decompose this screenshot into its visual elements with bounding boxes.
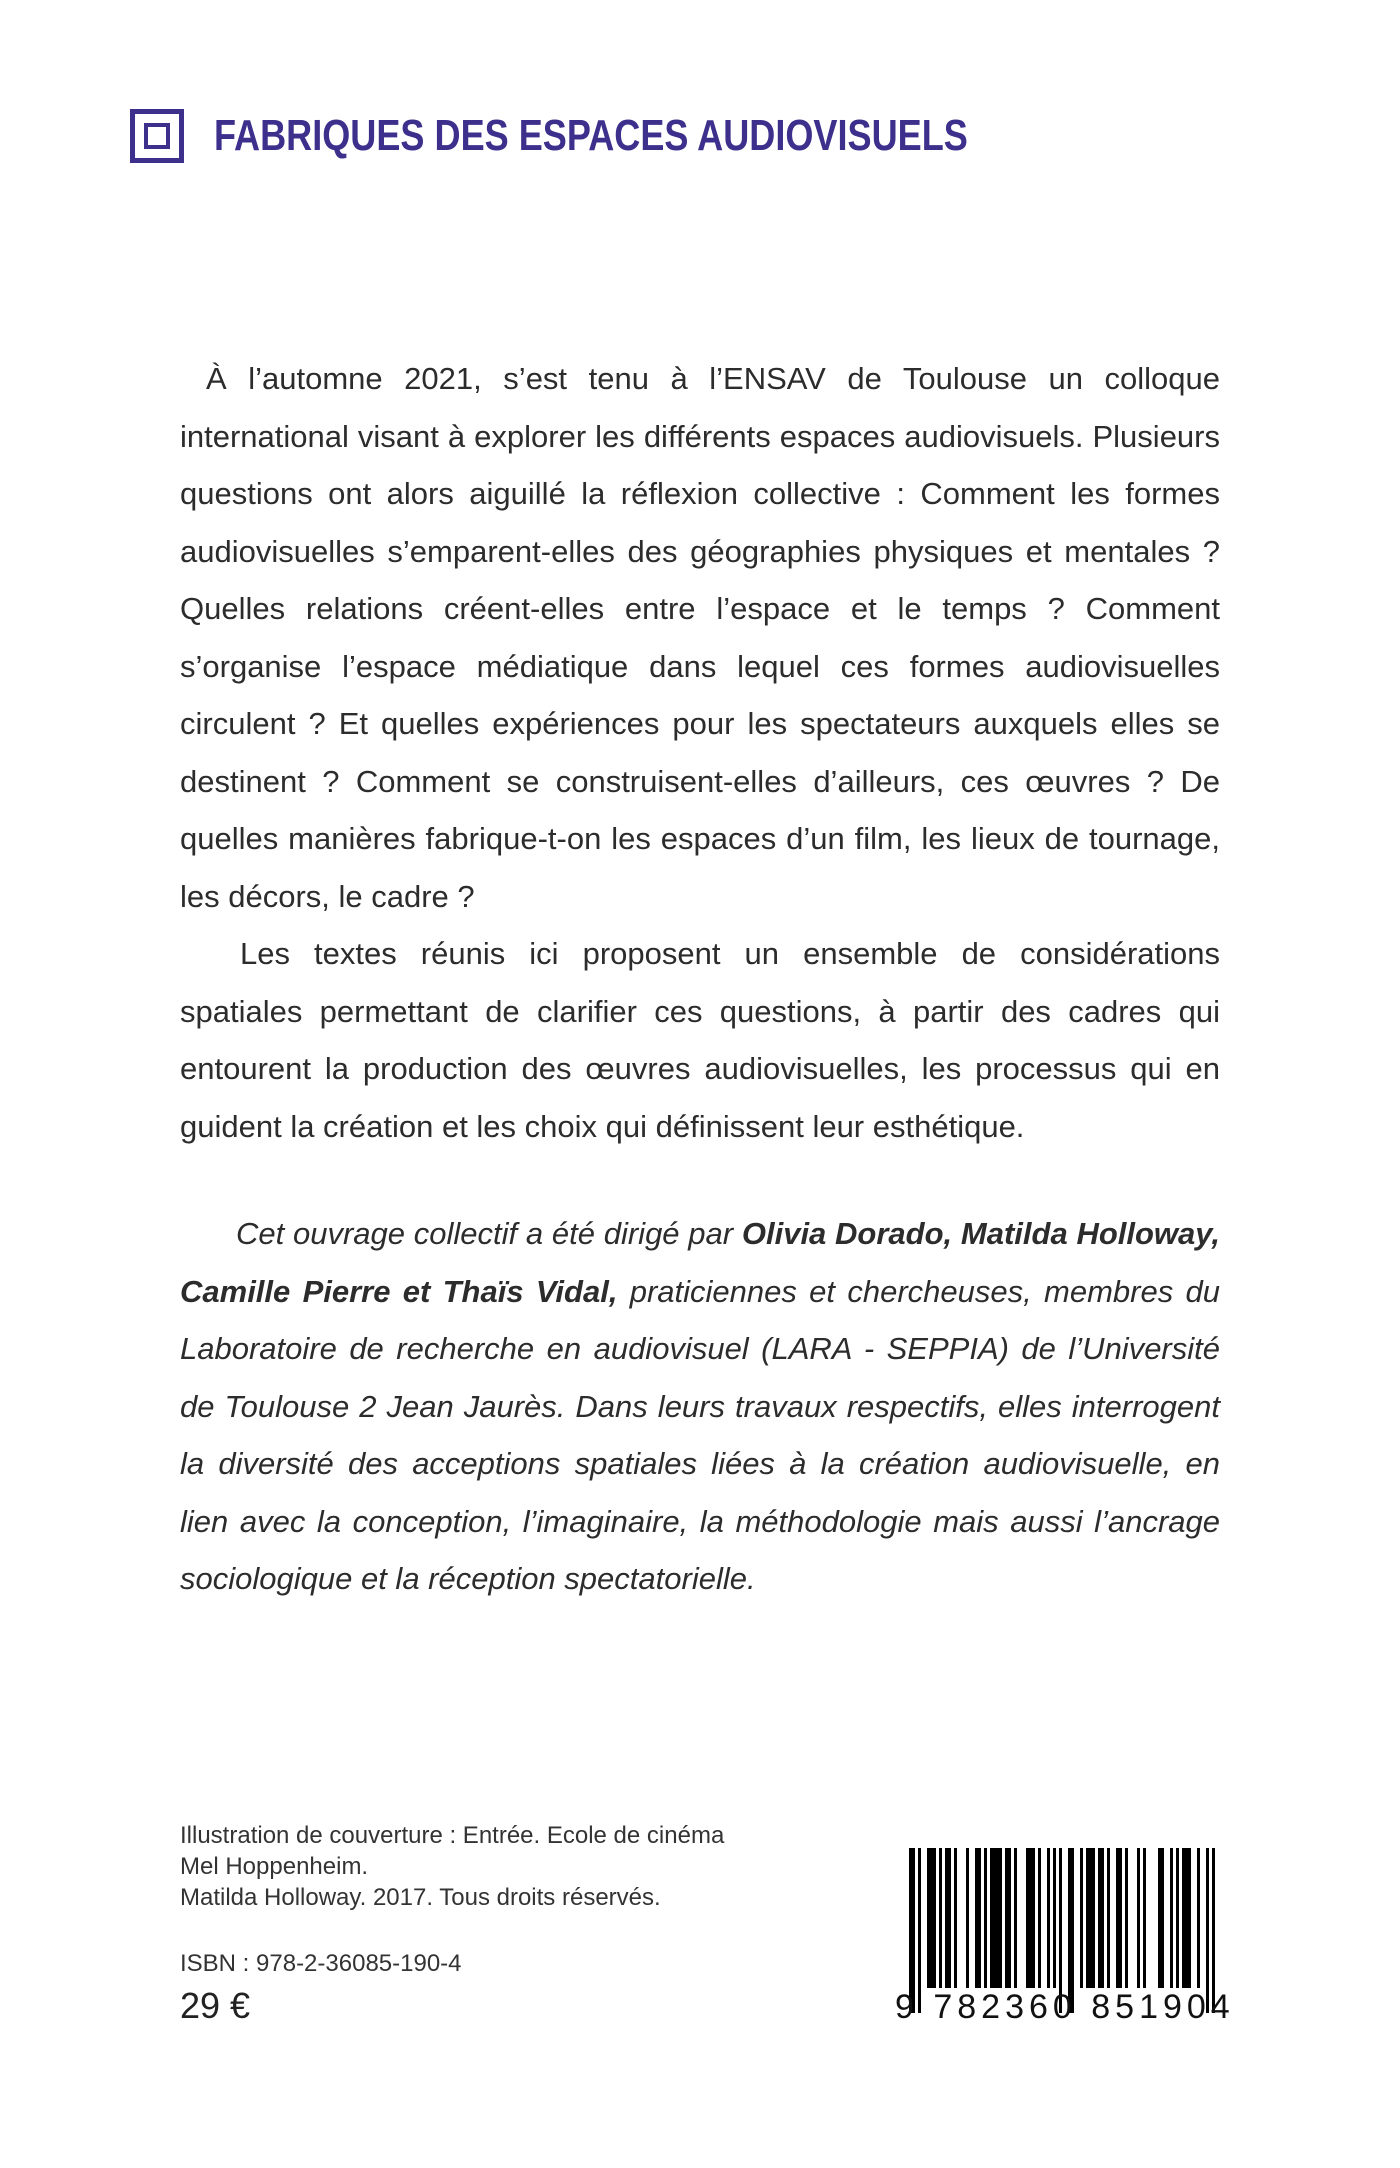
summary-paragraph-2: Les textes réunis ici proposent un ensemble de considérations spatiales permettant de clarifier ces questions, à partir des cadres qui entourent la production des œuvres audiovisuelles, les processus qui en guident la création et les choix qui définissent leur esthétique. (180, 936, 1220, 1144)
authors-note (180, 1205, 1220, 1608)
cover-credits (180, 1820, 880, 1913)
authors-names: Olivia Dorado, Matilda Holloway, Camille Pierre et Thaïs Vidal, (180, 1216, 1220, 1309)
authors-intro: Cet ouvrage collectif a été dirigé par (236, 1216, 742, 1251)
authors-description: praticiennes et chercheuses, membres du Laboratoire de recherche en audiovisuel (LARA - SEPPIA) de l’Université de Toulouse 2 Jean Jaurès. Dans leurs travaux respectifs, elles interrogent la diversité des acceptions spatiales liées à la création audiovisuelle, en lien avec la conception, l’imaginaire, la méthodologie mais aussi l’ancrage sociologique et la réception spectatorielle. (180, 1273, 1220, 1596)
series-title: FABRIQUES DES ESPACES AUDIOVISUELS (214, 111, 968, 160)
nested-square-logo-icon (130, 109, 184, 163)
summary-text (180, 350, 1220, 1155)
isbn-text: ISBN : 978-2-36085-190-4 (180, 1950, 462, 1977)
series-header (130, 105, 1133, 167)
credit-line-3: Matilda Holloway. 2017. Tous droits réservés. (180, 1884, 661, 1911)
credit-line-1: Illustration de couverture : Entrée. Ecole de cinéma (180, 1822, 725, 1849)
price-text: 29 € (180, 1985, 251, 2026)
barcode-digits: 9 782360 851904 (895, 1988, 1235, 2026)
credit-line-2: Mel Hoppenheim. (180, 1853, 369, 1880)
summary-paragraph-1: À l’automne 2021, s’est tenu à l’ENSAV de Toulouse un colloque international visant à explorer les différents espaces audiovisuels. Plusieurs questions ont alors aiguillé la réflexion collective : Comment les formes audiovisuelles s’emparent-elles des géographies physiques et mentales ? Quelles relations créent-elles entre l’espace et le temps ? Comment s’organise l’espace médiatique dans lequel ces formes audiovisuelles circulent ? Et quelles expériences pour les spectateurs auxquels elles se destinent ? Comment se construisent-elles d’ailleurs, ces œuvres ? De quelles manières fabrique-t-on les espaces d’un film, les lieux de tournage, les décors, le cadre ? (180, 361, 1220, 914)
